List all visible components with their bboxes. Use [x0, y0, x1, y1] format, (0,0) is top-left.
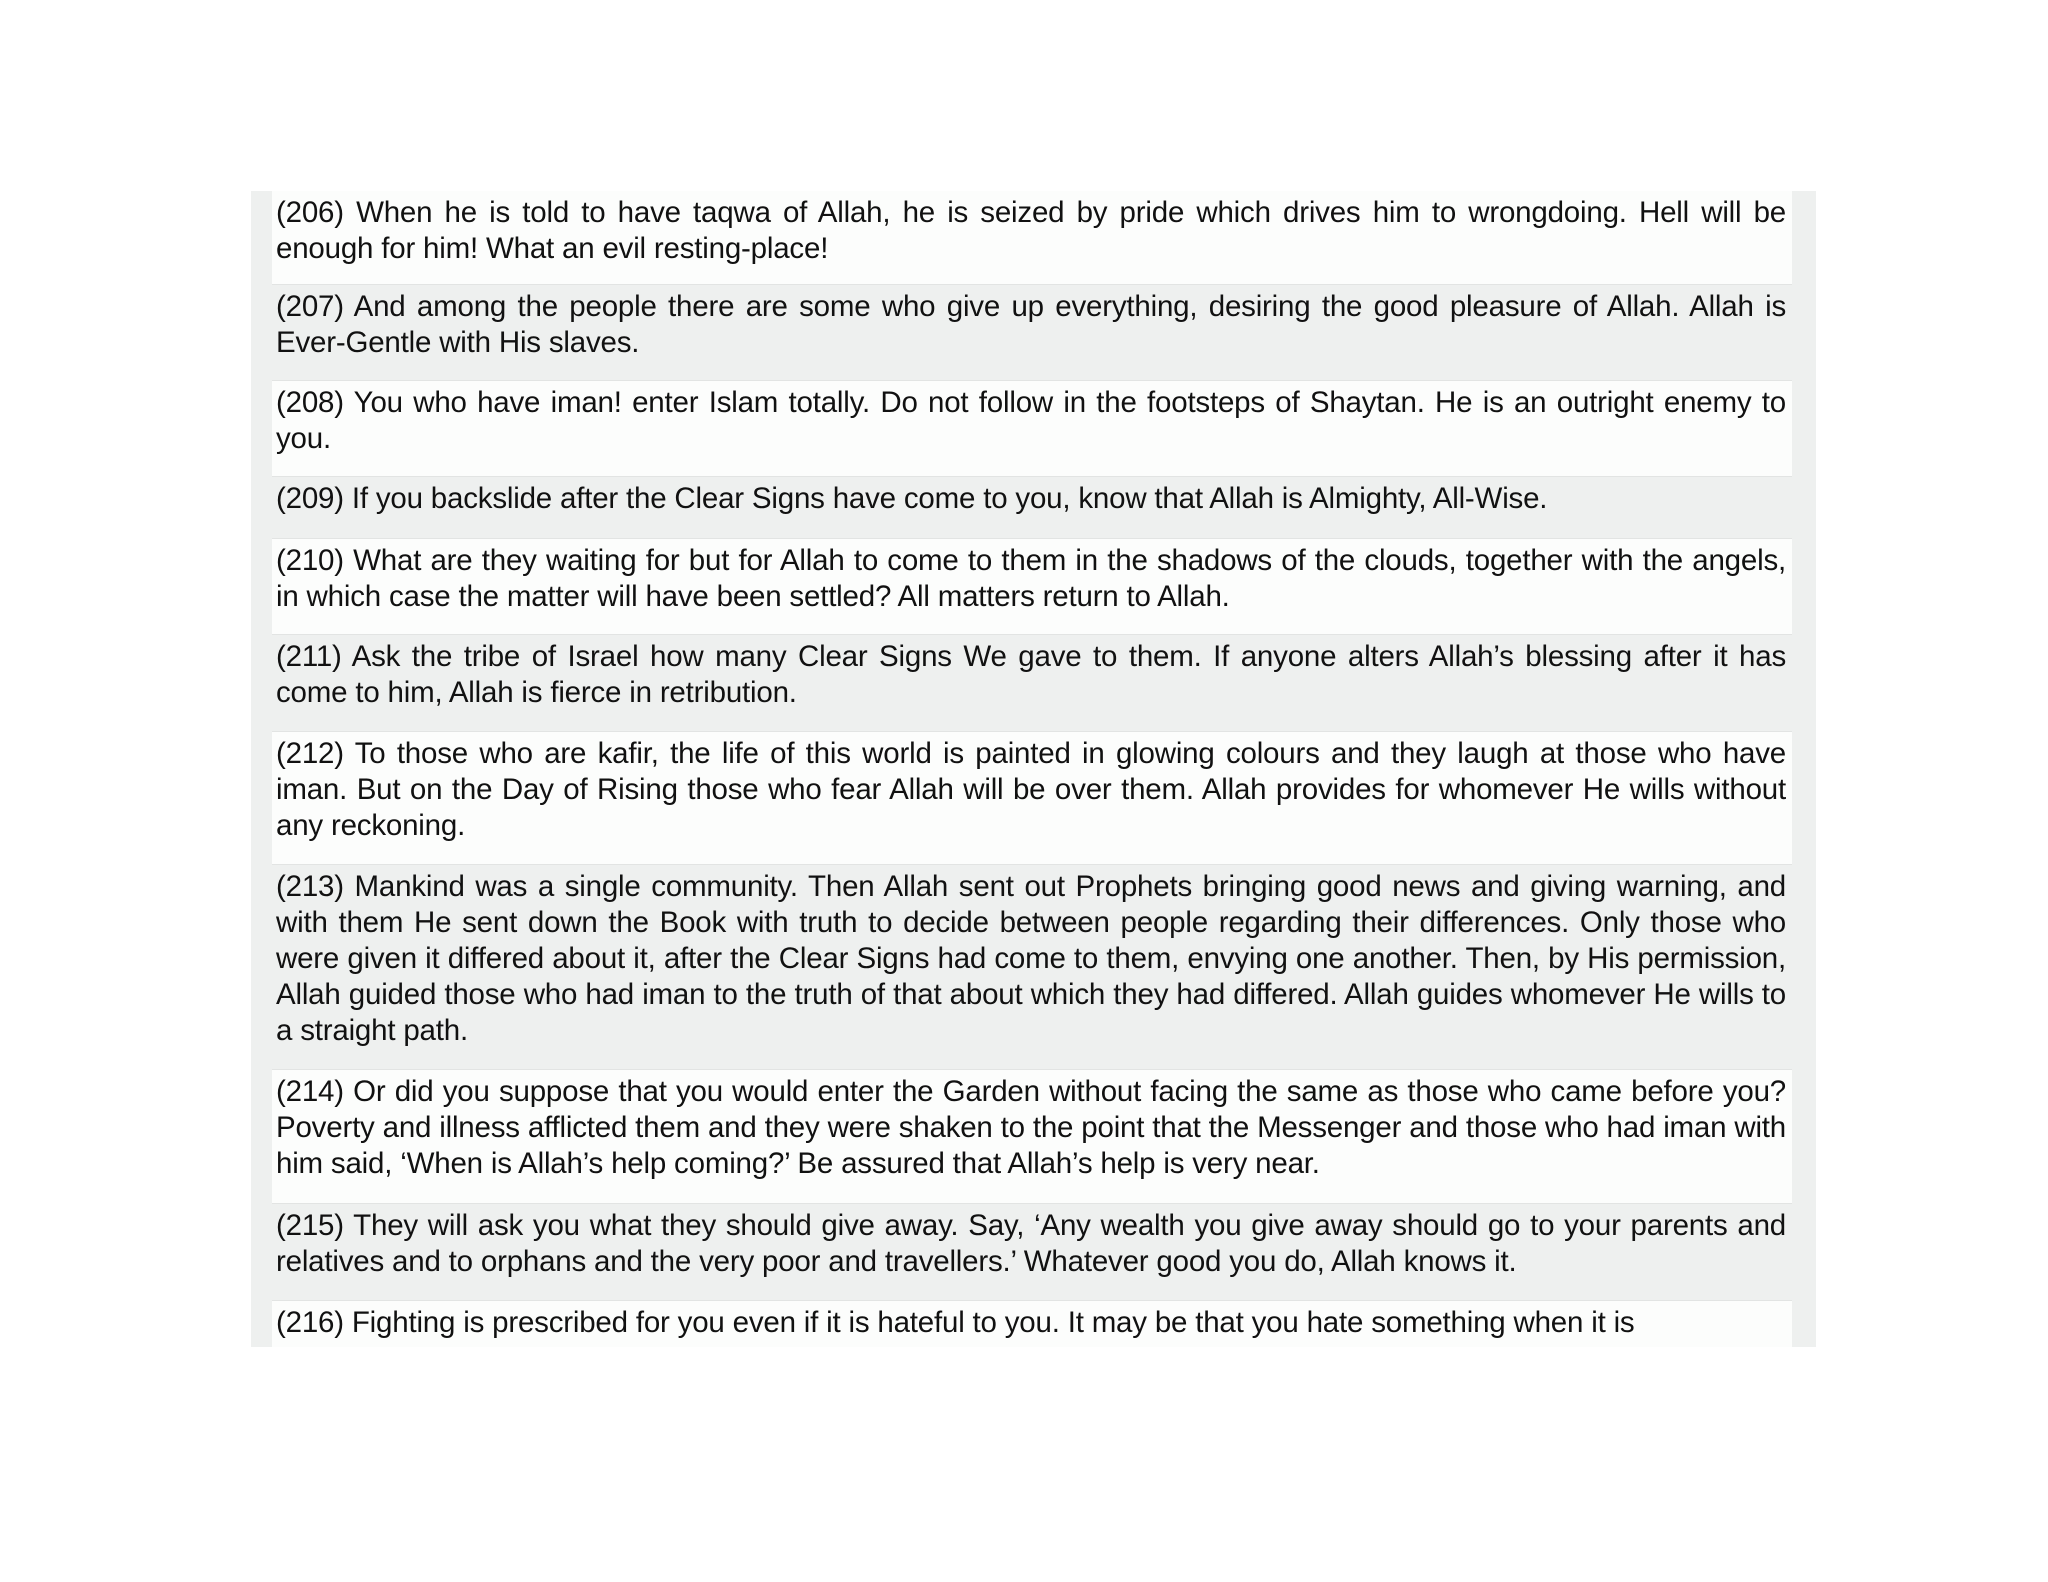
verse-list	[272, 191, 1792, 1347]
verse-212: (212) To those who are kafir, the life of this world is painted in glowing colours and they laugh at those who have iman. But on the Day of Rising those who fear Allah will be over them. Allah provides for whomever He wills without any reckoning.	[272, 732, 1792, 865]
verse-209: (209) If you backslide after the Clear Signs have come to you, know that Allah is Almighty, All-Wise.	[272, 477, 1792, 539]
document-page	[251, 191, 1816, 1347]
verse-208: (208) You who have iman! enter Islam totally. Do not follow in the footsteps of Shaytan. He is an outright enemy to you.	[272, 381, 1792, 477]
verse-216: (216) Fighting is prescribed for you even if it is hateful to you. It may be that you hate something when it is	[272, 1301, 1792, 1347]
verse-206: (206) When he is told to have taqwa of Allah, he is seized by pride which drives him to wrongdoing. Hell will be enough for him! What an evil resting-place!	[272, 191, 1792, 285]
verse-215: (215) They will ask you what they should give away. Say, ‘Any wealth you give away should go to your parents and relatives and to orphans and the very poor and travellers.’ Whatever good you do, Allah knows it.	[272, 1204, 1792, 1301]
verse-211: (211) Ask the tribe of Israel how many Clear Signs We gave to them. If anyone alters Allah’s blessing after it has come to him, Allah is fierce in retribution.	[272, 635, 1792, 732]
verse-214: (214) Or did you suppose that you would enter the Garden without facing the same as those who came before you? Poverty and illness afflicted them and they were shaken to the point that the Messenger and those who had iman with him said, ‘When is Allah’s help coming?’ Be assured that Allah’s help is very near.	[272, 1070, 1792, 1204]
verse-210: (210) What are they waiting for but for Allah to come to them in the shadows of the clouds, together with the angels, in which case the matter will have been settled? All matters return to Allah.	[272, 539, 1792, 635]
verse-207: (207) And among the people there are some who give up everything, desiring the good pleasure of Allah. Allah is Ever-Gentle with His slaves.	[272, 285, 1792, 381]
verse-213: (213) Mankind was a single community. Then Allah sent out Prophets bringing good news and giving warning, and with them He sent down the Book with truth to decide between people regarding their differences. Only those who were given it differed about it, after the Clear Signs had come to them, envying one another. Then, by His permission, Allah guided those who had iman to the truth of that about which they had differed. Allah guides whomever He wills to a straight path.	[272, 865, 1792, 1070]
